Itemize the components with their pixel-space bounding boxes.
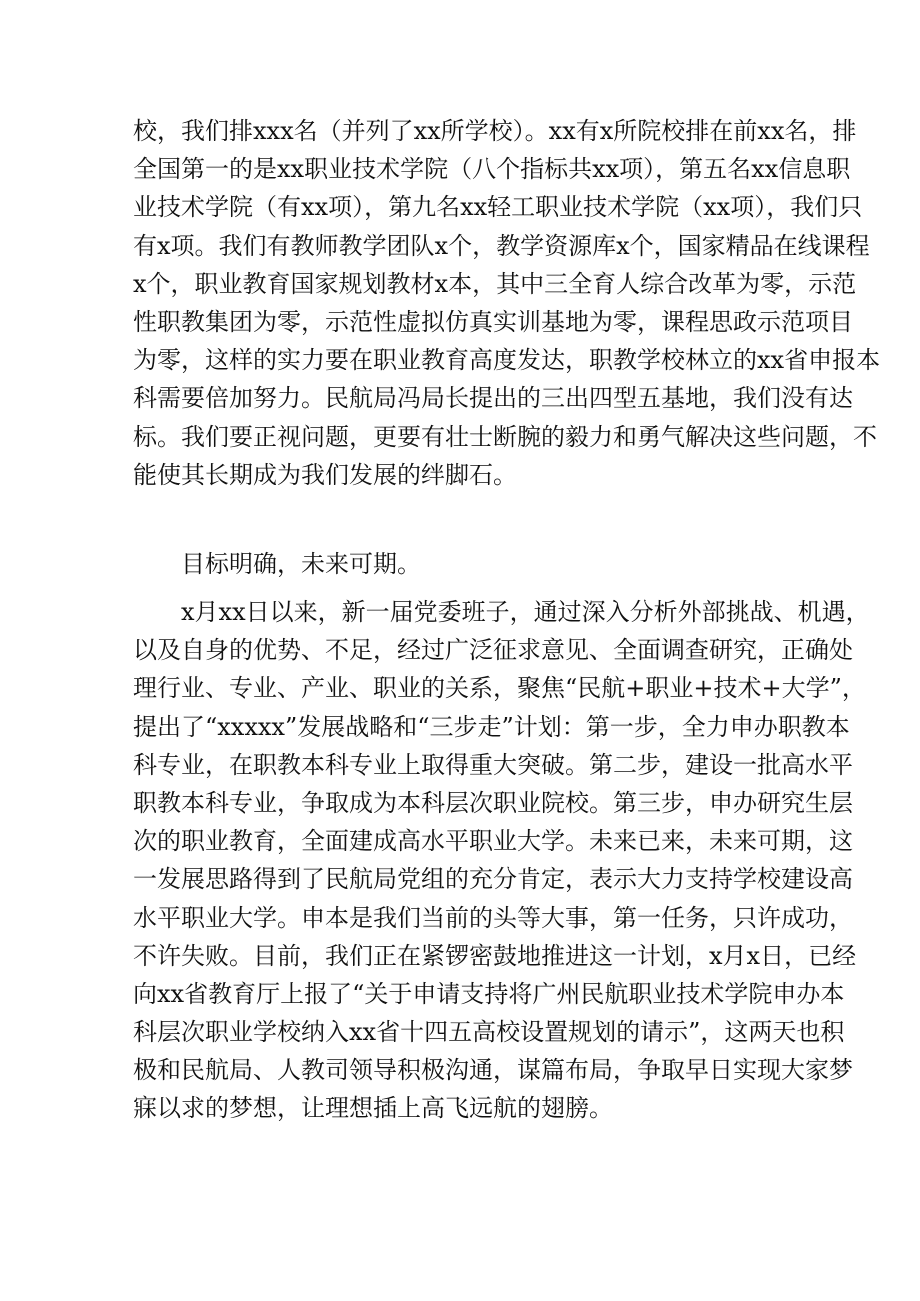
text-line: 提出了“xxxxx”发展战略和“三步走”计划：第一步，全力申办职教本 xyxy=(133,712,850,741)
text-line: 业技术学院（有xx项），第九名xx轻工职业技术学院（xx项），我们只 xyxy=(133,193,863,222)
text-line: 次的职业教育，全面建成高水平职业大学。未来已来，未来可期，这 xyxy=(133,827,853,856)
text-line: 科层次职业学校纳入xx省十四五高校设置规划的请示”，这两天也积 xyxy=(133,1018,845,1047)
text-line: 科专业，在职教本科专业上取得重大突破。第二步，建设一批高水平 xyxy=(133,750,853,779)
text-line: 职教本科专业，争取成为本科层次职业院校。第三步，申办研究生层 xyxy=(133,788,853,817)
text-line: 水平职业大学。申本是我们当前的头等大事，第一任务，只许成功， xyxy=(133,903,853,932)
text-line: x月xx日以来，新一届党委班子，通过深入分析外部挑战、机遇， xyxy=(181,598,870,626)
text-line: 能使其长期成为我们发展的绊脚石。 xyxy=(133,460,517,489)
paragraph-continuation xyxy=(133,112,881,494)
text-line: x个，职业教育国家规划教材x本，其中三全育人综合改革为零，示范 xyxy=(133,269,857,298)
text-line: 校，我们排xxx名（并列了xx所学校）。xx有x所院校排在前xx名，排 xyxy=(133,117,857,145)
text-line: 理行业、专业、产业、职业的关系，聚焦“民航+职业+技术+大学”， xyxy=(133,674,866,703)
text-line: 标。我们要正视问题，更要有壮士断腕的毅力和勇气解决这些问题，不 xyxy=(133,422,877,451)
text-line: 性职教集团为零，示范性虚拟仿真实训基地为零，课程思政示范项目 xyxy=(133,307,853,336)
text-line: 科需要倍加努力。民航局冯局长提出的三出四型五基地，我们没有达 xyxy=(133,384,853,413)
section-heading: 目标明确，未来可期。 xyxy=(181,550,421,578)
text-line: 极和民航局、人教司领导积极沟通，谋篇布局，争取早日实现大家梦 xyxy=(133,1056,853,1085)
text-line: 为零，这样的实力要在职业教育高度发达，职教学校林立的xx省申报本 xyxy=(133,346,881,375)
text-line: 以及自身的优势、不足，经过广泛征求意见、全面调查研究，正确处 xyxy=(133,636,853,665)
text-line: 不许失败。目前，我们正在紧锣密鼓地推进这一计划，x月x日，已经 xyxy=(133,941,857,970)
text-line: 一发展思路得到了民航局党组的充分肯定，表示大力支持学校建设高 xyxy=(133,865,853,894)
text-line: 全国第一的是xx职业技术学院（八个指标共xx项），第五名xx信息职 xyxy=(133,155,851,184)
text-line: 有x项。我们有教师教学团队x个，教学资源库x个，国家精品在线课程 xyxy=(133,231,870,260)
paragraph-goals xyxy=(133,593,870,1128)
section-heading-block xyxy=(133,545,801,583)
text-line: 向xx省教育厅上报了“关于申请支持将广州民航职业技术学院申办本 xyxy=(133,979,845,1008)
text-line: 寐以求的梦想，让理想插上高飞远航的翅膀。 xyxy=(133,1094,613,1123)
